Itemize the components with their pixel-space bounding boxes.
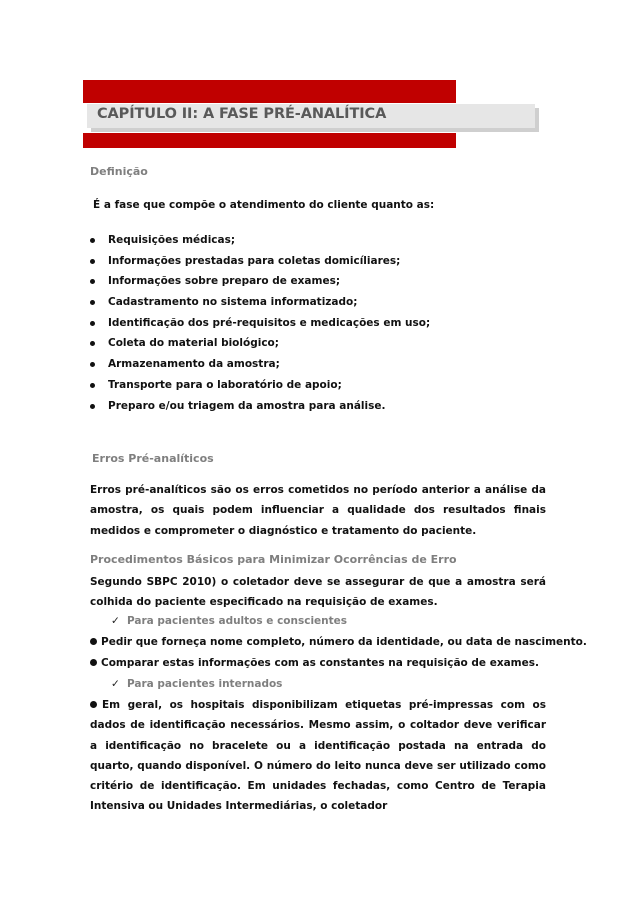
adultos-label: ✓ Para pacientes adultos e conscientes bbox=[111, 615, 348, 627]
list-item: Coleta do material biológico; bbox=[90, 333, 430, 354]
procedimentos-heading: Procedimentos Básicos para Minimizar Ocorrências de Erro bbox=[90, 553, 457, 566]
list-item: Cadastramento no sistema informatizado; bbox=[90, 292, 430, 313]
list-item: Requisições médicas; bbox=[90, 230, 430, 251]
list-item: Informações sobre preparo de exames; bbox=[90, 271, 430, 292]
bullet-icon bbox=[90, 259, 95, 264]
list-item: Identificação dos pré-requisitos e medicações em uso; bbox=[90, 313, 430, 334]
bullet-icon bbox=[90, 404, 95, 409]
internados-label: ✓ Para pacientes internados bbox=[111, 678, 283, 690]
adultos-item-2: Comparar estas informações com as constantes na requisição de exames. bbox=[90, 657, 539, 669]
bullet-icon bbox=[90, 659, 97, 666]
bullet-icon bbox=[90, 383, 95, 388]
bullet-icon bbox=[90, 300, 95, 305]
internados-paragraph: Em geral, os hospitais disponibilizam etiquetas pré-impressas com os dados de identificação necessários. Mesmo assim, o coltador deve verificar a identificação no bracelete ou a identificação postada na entrada do quarto, quando disponível. O número do leito nunca deve ser utilizado como critério de identificação. Em unidades fechadas, como Centro de Terapia Intensiva ou Unidades Intermediárias, o coletador bbox=[90, 699, 546, 813]
adultos-item-1: Pedir que forneça nome completo, número da identidade, ou data de nascimento. bbox=[90, 636, 587, 648]
checkmark-icon: ✓ bbox=[111, 678, 120, 690]
list-item: Informações prestadas para coletas domicíliares; bbox=[90, 251, 430, 272]
bullet-icon bbox=[90, 279, 95, 284]
list-item: Transporte para o laboratório de apoio; bbox=[90, 375, 430, 396]
chapter-title: CAPÍTULO II: A FASE PRÉ-ANALÍTICA bbox=[97, 106, 387, 122]
bullet-icon bbox=[90, 701, 97, 708]
bullet-icon bbox=[90, 238, 95, 243]
bullet-icon bbox=[90, 321, 95, 326]
definicao-heading: Definição bbox=[90, 165, 148, 178]
erros-paragraph: Erros pré-analíticos são os erros cometidos no período anterior a análise da amostra, os quais podem influenciar a qualidade dos resultados finais medidos e comprometer o diagnóstico e tratamento do paciente. bbox=[90, 484, 546, 537]
list-item: Armazenamento da amostra; bbox=[90, 354, 430, 375]
definicao-intro: É a fase que compõe o atendimento do cliente quanto as: bbox=[93, 199, 435, 211]
bullet-icon bbox=[90, 341, 95, 346]
procedimentos-intro: Segundo SBPC 2010) o coletador deve se assegurar de que a amostra será colhida do paciente especificado na requisição de exames. bbox=[90, 576, 546, 609]
erros-heading: Erros Pré-analíticos bbox=[92, 452, 214, 465]
bullet-icon bbox=[90, 638, 97, 645]
definicao-list bbox=[90, 230, 430, 416]
checkmark-icon: ✓ bbox=[111, 615, 120, 627]
list-item: Preparo e/ou triagem da amostra para análise. bbox=[90, 396, 430, 417]
bullet-icon bbox=[90, 362, 95, 367]
